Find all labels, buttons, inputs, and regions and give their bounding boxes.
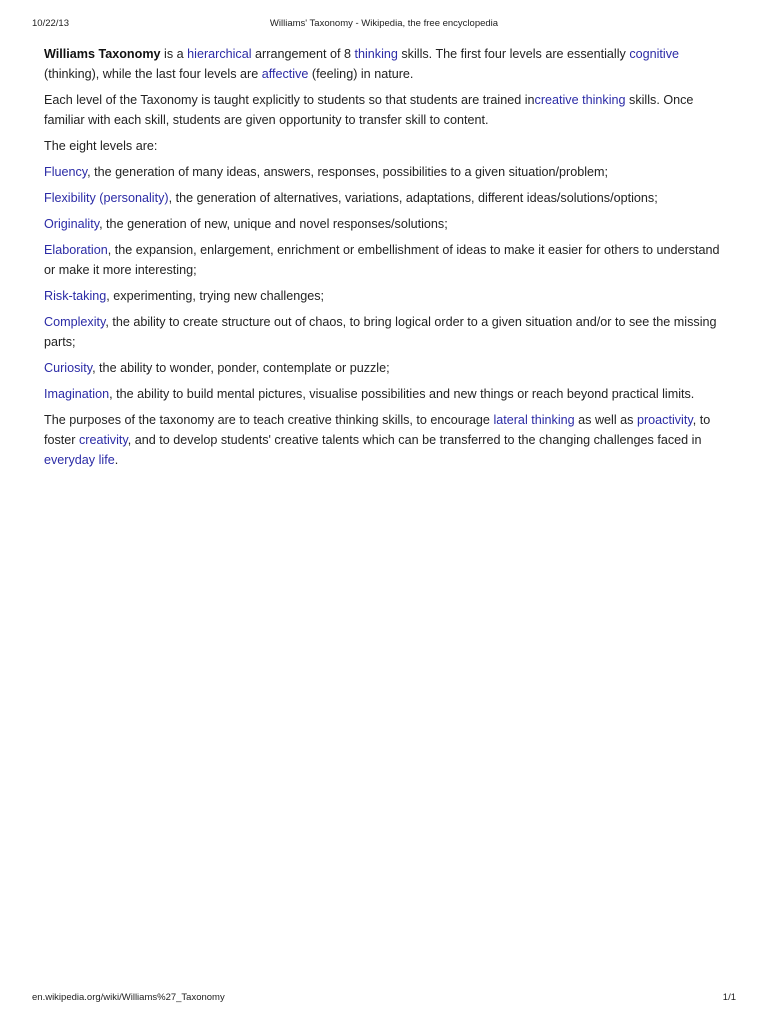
para2-text-2: skills. Once familiar with each skill, students are given opportunity to transfer skill to content. [44,93,694,127]
link-imagination[interactable]: Imagination [44,387,110,401]
purpose-paragraph [44,410,724,470]
link-hierarchical[interactable]: hierarchical [187,47,252,61]
print-page-number: 1/1 [722,992,736,1003]
print-url: en.wikipedia.org/wiki/Williams%27_Taxonomy [32,992,225,1003]
link-creativity[interactable]: creativity [79,433,128,447]
print-page-title: Williams' Taxonomy - Wikipedia, the free encyclopedia [269,18,499,29]
article-subject: Williams Taxonomy [44,47,161,61]
print-date: 10/22/13 [32,18,69,29]
intro-text-2: arrangement of 8 [251,47,355,61]
purpose-text-3: , to foster [44,413,711,447]
level-item [44,240,724,280]
link-proactivity[interactable]: proactivity [636,413,693,427]
link-cognitive[interactable]: cognitive [629,47,680,61]
level-desc: , the ability to build mental pictures, visualise possibilities and new things or reach beyond practical limits. [109,387,695,401]
link-elaboration[interactable]: Elaboration [44,243,108,257]
intro-text-5: (feeling) in nature. [308,67,414,81]
level-desc: , the ability to create structure out of chaos, to bring logical order to a given situation and/or to see the missing parts; [44,315,717,349]
level-item [44,286,724,306]
link-thinking[interactable]: thinking [354,47,398,61]
link-curiosity[interactable]: Curiosity [44,361,93,375]
level-item [44,188,724,208]
level-item [44,358,724,378]
purpose-text-4: , and to develop students' creative talents which can be transferred to the changing challenges faced in [127,433,702,447]
para2-text-1: Each level of the Taxonomy is taught explicitly to students so that students are trained in [44,93,535,107]
link-flexibility[interactable]: Flexibility (personality) [44,191,169,205]
print-header [32,18,736,32]
link-fluency[interactable]: Fluency [44,165,88,179]
link-complexity[interactable]: Complexity [44,315,106,329]
intro-text-3: skills. The first four levels are essentially [397,47,630,61]
level-item [44,162,724,182]
link-affective[interactable]: affective [261,67,309,81]
level-desc: , the expansion, enlargement, enrichment or embellishment of ideas to make it easier for others to understand or make it more interesting; [44,243,720,277]
level-item [44,312,724,352]
intro-text-1: is a [160,47,188,61]
link-everyday-life[interactable]: everyday life [44,453,115,467]
link-risk-taking[interactable]: Risk-taking [44,289,107,303]
print-footer [32,992,736,1006]
levels-intro: The eight levels are: [44,139,158,153]
purpose-text-1: The purposes of the taxonomy are to teach creative thinking skills, to encourage [44,413,494,427]
link-originality[interactable]: Originality [44,217,100,231]
level-item [44,214,724,234]
link-lateral-thinking[interactable]: lateral thinking [493,413,575,427]
purpose-text-2: as well as [574,413,637,427]
level-desc: , experimenting, trying new challenges; [106,289,325,303]
level-item [44,384,724,404]
level-desc: , the ability to wonder, ponder, contemplate or puzzle; [92,361,390,375]
purpose-text-5: . [114,453,119,467]
intro-paragraph [44,44,724,84]
level-desc: , the generation of alternatives, variations, adaptations, different ideas/solutions/options; [168,191,658,205]
level-desc: , the generation of new, unique and novel responses/solutions; [99,217,448,231]
level-desc: , the generation of many ideas, answers, responses, possibilities to a given situation/problem; [87,165,608,179]
taught-paragraph [44,90,724,130]
article-body [44,44,724,476]
intro-text-4: (thinking), while the last four levels are [44,67,262,81]
link-creative-thinking[interactable]: creative thinking [534,93,626,107]
